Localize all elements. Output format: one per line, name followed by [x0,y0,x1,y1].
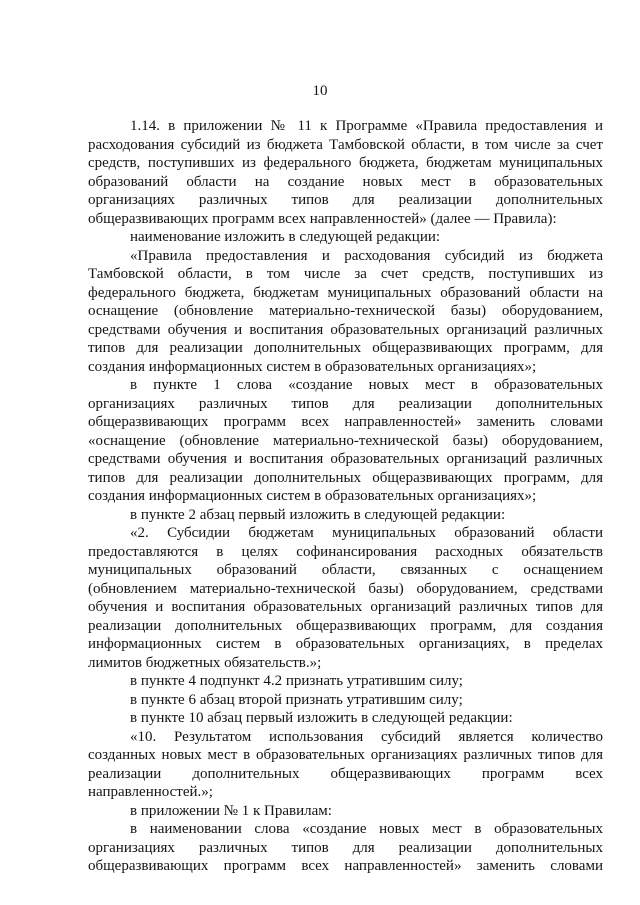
text-line: 1.14. в приложении № 11 к Программе «Правила предоставления и [130,118,603,134]
text-line: созданных новых мест в образовательных организациях различных типов для [88,747,603,763]
text-line: в пункте 10 абзац первый изложить в следующей редакции: [130,710,513,726]
text-line: средствами обучения и воспитания образовательных организаций различных [88,321,603,338]
text-line: в пункте 6 абзац второй признать утратившим силу; [130,691,463,708]
paragraph-appendix-1-title [88,820,603,876]
paragraph-rules-title-quote [88,247,603,377]
paragraph-point-2 [88,506,603,525]
text-line: «2. Субсидии бюджетам муниципальных образований области [130,525,603,541]
paragraph-point-10-quote [88,728,603,802]
text-line: информационных систем в образовательных организациях, в пределах [88,636,603,652]
text-line: «10. Результатом использования субсидий является количество [130,728,603,745]
text-line: в приложении № 1 к Правилам: [130,802,332,819]
text-line: муниципальных образований области, связанных с оснащением [88,562,603,578]
text-line: реализации дополнительных общеразвивающих программ всех [88,765,603,782]
text-line: в пункте 1 слова «создание новых мест в образовательных [130,377,603,393]
paragraph-point-6 [88,691,603,710]
paragraph-point-4 [88,672,603,691]
text-line: в наименовании слова «создание новых мест в образовательных [130,821,603,837]
text-line: (обновлением материально-технической базы) оборудованием, средствами [88,580,603,597]
paragraph-1-14 [88,117,603,228]
text-line: образований области на создание новых мест в образовательных [88,173,603,190]
text-line: в пункте 4 подпункт 4.2 признать утратившим силу; [130,673,463,689]
paragraph-point-10 [88,709,603,728]
text-line: оснащение (обновление материально-технической базы) оборудованием, [88,303,603,319]
text-line: организациях различных типов для реализации дополнительных [88,192,603,208]
text-line: создания информационных систем в образовательных организациях»; [88,488,537,504]
page-number: 10 [312,83,328,99]
text-line: лимитов бюджетных обязательств.»; [88,654,322,671]
text-line: организациях различных типов для реализации дополнительных [88,395,603,412]
text-line: наименование изложить в следующей редакции: [130,229,441,245]
text-line: расходования субсидий из бюджета Тамбовской области, в том числе за счет [88,136,603,153]
text-line: направленностей.»; [88,784,213,800]
text-line: реализации дополнительных общеразвивающих программ, для создания [88,617,603,634]
paragraph-name-edit [88,228,603,247]
text-line: общеразвивающих программ всех направленностей» (далее — Правила): [88,210,557,227]
text-line: общеразвивающих программ всех направленностей» заменить словами [88,414,603,430]
text-line: создания информационных систем в образовательных организациях»; [88,358,537,375]
text-line: в пункте 2 абзац первый изложить в следующей редакции: [130,506,506,523]
paragraph-point-1 [88,376,603,506]
text-line: общеразвивающих программ всех направленностей» заменить словами [88,858,603,874]
text-line: типов для реализации дополнительных общеразвивающих программ, для [88,340,603,356]
document-body [88,117,603,876]
paragraph-point-2-quote [88,524,603,672]
text-line: типов для реализации дополнительных общеразвивающих программ, для [88,469,603,486]
text-line: «оснащение (обновление материально-технической базы) оборудованием, [88,432,603,449]
text-line: обучения и воспитания образовательных организаций различных типов для [88,599,603,615]
text-line: «Правила предоставления и расходования субсидий из бюджета [130,247,603,264]
text-line: предоставляются в целях софинансирования расходных обязательств [88,543,603,560]
text-line: средствами обучения и воспитания образовательных организаций различных [88,451,603,467]
text-line: средств, поступивших из федерального бюджета, бюджетам муниципальных [88,155,603,171]
text-line: организациях различных типов для реализации дополнительных [88,839,603,856]
text-line: федерального бюджета, бюджетам муниципальных образований области на [88,284,603,301]
text-line: Тамбовской области, в том числе за счет средств, поступивших из [88,266,603,282]
paragraph-appendix-1 [88,802,603,821]
